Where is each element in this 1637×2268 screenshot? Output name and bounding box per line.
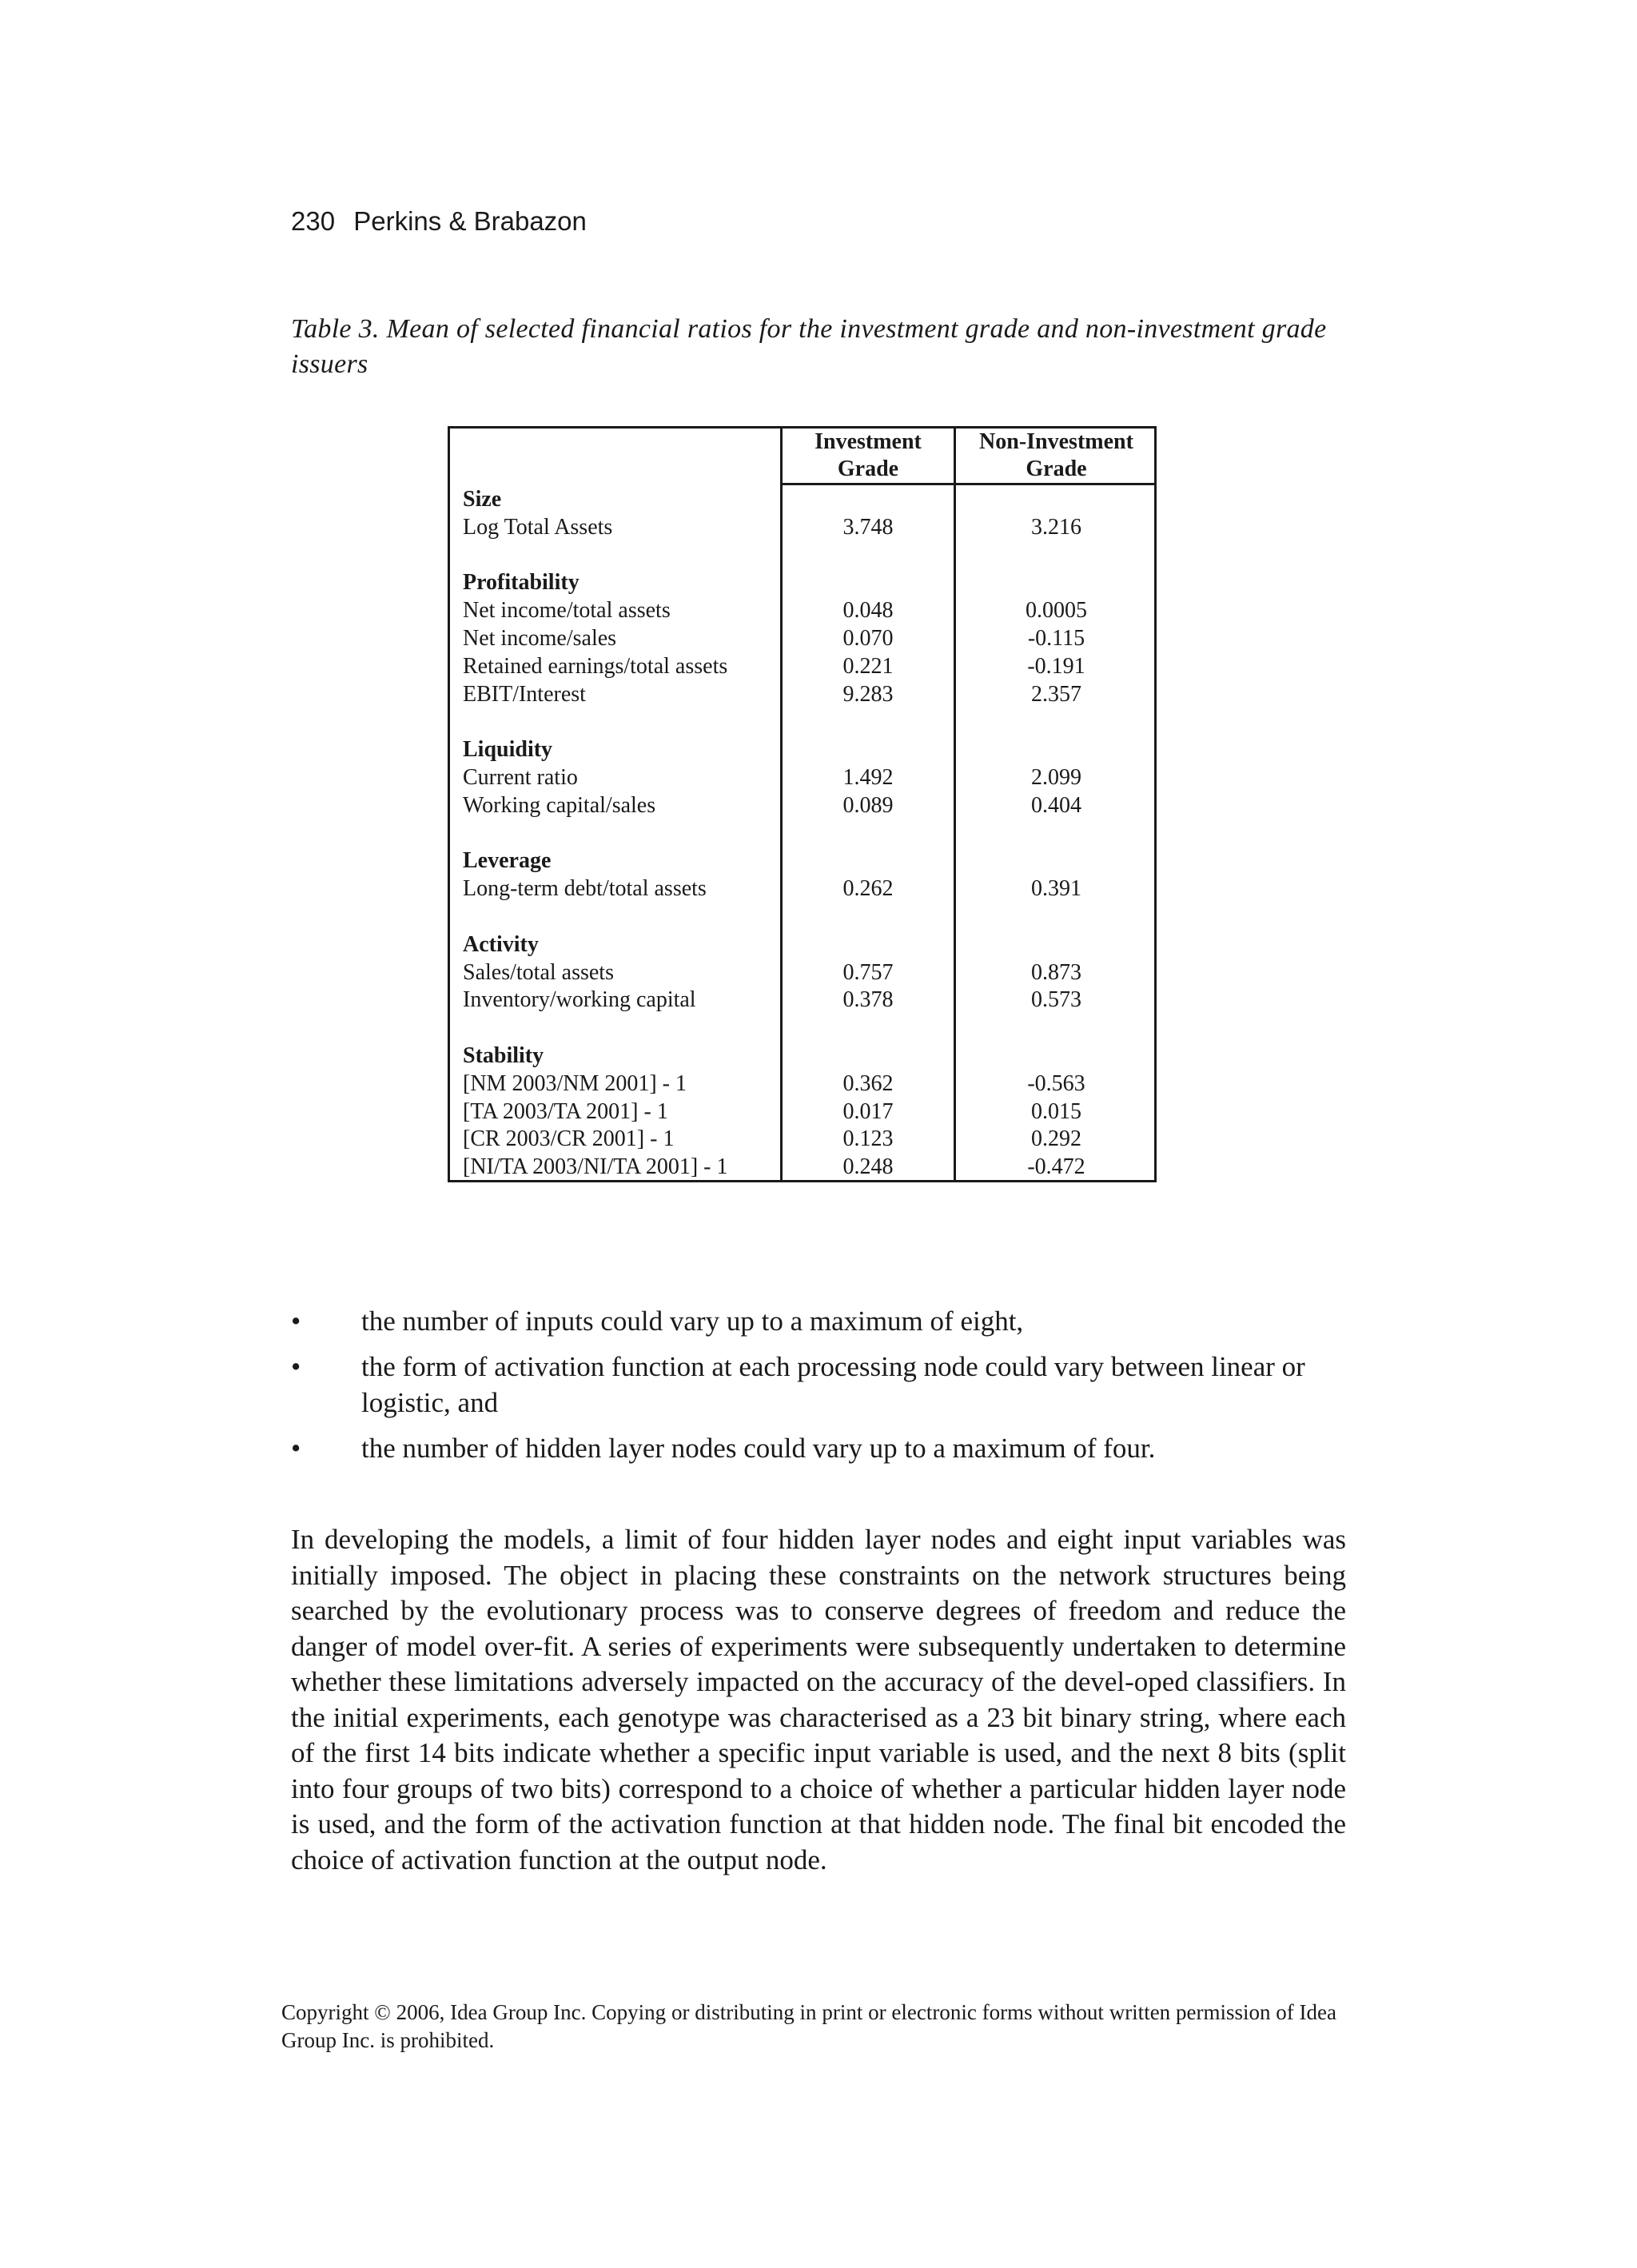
section-label: Activity: [463, 931, 539, 957]
non-investment-grade-value: 0.391: [1031, 876, 1081, 902]
running-header-authors: Perkins & Brabazon: [353, 206, 587, 236]
investment-grade-value: 0.362: [842, 1070, 894, 1096]
table-row: [450, 624, 1154, 652]
non-investment-grade-value: 0.292: [1031, 1126, 1081, 1152]
bullet-glyph: •: [291, 1433, 301, 1464]
table-row: [450, 596, 1154, 624]
row-label: Retained earnings/total assets: [463, 653, 728, 679]
bullet-glyph: •: [291, 1305, 301, 1337]
table-row: [450, 875, 1154, 903]
list-item-text: the form of activation function at each processing node could vary between linear or logistic, and: [361, 1351, 1305, 1418]
row-label: Long-term debt/total assets: [463, 876, 707, 902]
copyright-notice: Copyright © 2006, Idea Group Inc. Copying or distributing in print or electronic forms without written permission of Idea Group Inc. is prohibited.: [281, 2000, 1336, 2052]
non-investment-grade-value: -0.115: [1027, 626, 1085, 651]
list-item: [291, 1430, 1346, 1466]
page-number: 230: [291, 206, 336, 236]
row-label: [NM 2003/NM 2001] - 1: [463, 1070, 687, 1096]
non-investment-grade-value: 0.015: [1031, 1098, 1081, 1124]
table-caption: Table 3. Mean of selected financial ratios for the investment grade and non-investment grade issuers: [291, 314, 1327, 379]
non-investment-grade-value: 0.573: [1031, 987, 1081, 1013]
non-investment-grade-value: 3.216: [1031, 514, 1081, 540]
table-row: [450, 680, 1154, 708]
running-header: [291, 206, 587, 237]
investment-grade-value: 0.262: [842, 876, 894, 902]
investment-grade-value: 0.089: [842, 792, 894, 818]
row-label: [TA 2003/TA 2001] - 1: [463, 1098, 668, 1124]
investment-grade-value: 0.248: [842, 1154, 894, 1180]
section-label: Stability: [463, 1043, 544, 1068]
investment-grade-value: 0.017: [842, 1098, 894, 1124]
table-row: [450, 986, 1154, 1014]
table-section-row: [450, 735, 1154, 763]
table-row: [450, 763, 1154, 791]
non-investment-grade-value: -0.563: [1027, 1070, 1085, 1096]
row-label: Net income/sales: [463, 626, 617, 651]
table-section-row: [450, 1042, 1154, 1070]
section-label: Liquidity: [463, 737, 553, 763]
table-spacer-row: [450, 541, 1154, 569]
investment-grade-value: 9.283: [842, 681, 894, 707]
list-item: [291, 1303, 1346, 1339]
section-label: Leverage: [463, 848, 552, 874]
table-section-row: [450, 847, 1154, 875]
body-paragraph: In developing the models, a limit of four hidden layer nodes and eight input variables was initially imposed. The object in placing these constraints on the network structures being searched by the evolutionary process was to conserve degrees of freedom and reduce the danger of model over-fit. A series of experiments were subsequently undertaken to determine whether these limitations adversely impacted on the accuracy of the devel-oped classifiers. In the initial experiments, each genotype was characterised as a 23 bit binary string, where each of the first 14 bits indicate whether a specific input variable is used, and the next 8 bits (split into four groups of two bits) correspond to a choice of whether a particular hidden layer node is used, and the form of the activation function at that hidden node. The final bit encoded the choice of activation function at the output node.: [291, 1524, 1346, 1875]
investment-grade-value: 0.123: [842, 1126, 894, 1152]
investment-grade-value: 0.048: [842, 598, 894, 624]
ratios-table: [448, 426, 1157, 1182]
row-label: Log Total Assets: [463, 514, 613, 540]
table-row: [450, 791, 1154, 819]
investment-grade-value: 3.748: [842, 514, 894, 540]
investment-grade-value: 0.757: [842, 959, 894, 985]
table-spacer-row: [450, 903, 1154, 931]
table-row: [450, 652, 1154, 680]
section-label: Profitability: [463, 570, 580, 596]
investment-grade-value: 0.378: [842, 987, 894, 1013]
non-investment-grade-value: 0.873: [1031, 959, 1081, 985]
table-spacer-row: [450, 819, 1154, 847]
table-row: [450, 1098, 1154, 1126]
row-label: Current ratio: [463, 765, 578, 790]
investment-grade-value: 0.221: [842, 653, 894, 679]
non-investment-grade-value: 2.357: [1031, 681, 1081, 707]
row-label: Working capital/sales: [463, 792, 656, 818]
row-label: [CR 2003/CR 2001] - 1: [463, 1126, 675, 1152]
list-item-text: the number of inputs could vary up to a maximum of eight,: [361, 1305, 1024, 1337]
table-row: [450, 1070, 1154, 1098]
table-row: [450, 1153, 1154, 1181]
list-item: [291, 1349, 1346, 1421]
row-label: EBIT/Interest: [463, 681, 586, 707]
table-spacer-row: [450, 708, 1154, 735]
table-row: [450, 513, 1154, 541]
table-row: [450, 959, 1154, 987]
row-label: Sales/total assets: [463, 959, 614, 985]
investment-grade-value: 0.070: [842, 626, 894, 651]
row-label: [NI/TA 2003/NI/TA 2001] - 1: [463, 1154, 728, 1180]
column-header-text: Investment Grade: [815, 429, 922, 481]
row-label: Inventory/working capital: [463, 987, 696, 1013]
table-section-row: [450, 485, 1154, 513]
table-spacer-row: [450, 1014, 1154, 1042]
column-header-text: Non-Investment Grade: [979, 429, 1133, 481]
table-section-row: [450, 931, 1154, 959]
section-label: Size: [463, 487, 502, 512]
non-investment-grade-value: 0.404: [1031, 792, 1081, 818]
bullet-glyph: •: [291, 1351, 301, 1382]
list-item-text: the number of hidden layer nodes could vary up to a maximum of four.: [361, 1433, 1156, 1464]
column-header-investment-grade: [783, 428, 954, 483]
non-investment-grade-value: -0.191: [1027, 653, 1085, 679]
investment-grade-value: 1.492: [842, 765, 894, 790]
table-row: [450, 1125, 1154, 1153]
row-label: Net income/total assets: [463, 598, 671, 624]
non-investment-grade-value: -0.472: [1027, 1154, 1085, 1180]
column-header-non-investment-grade: [956, 428, 1157, 483]
table-section-row: [450, 568, 1154, 596]
bullet-list: [291, 1303, 1346, 1476]
non-investment-grade-value: 2.099: [1031, 765, 1081, 790]
non-investment-grade-value: 0.0005: [1026, 598, 1087, 624]
